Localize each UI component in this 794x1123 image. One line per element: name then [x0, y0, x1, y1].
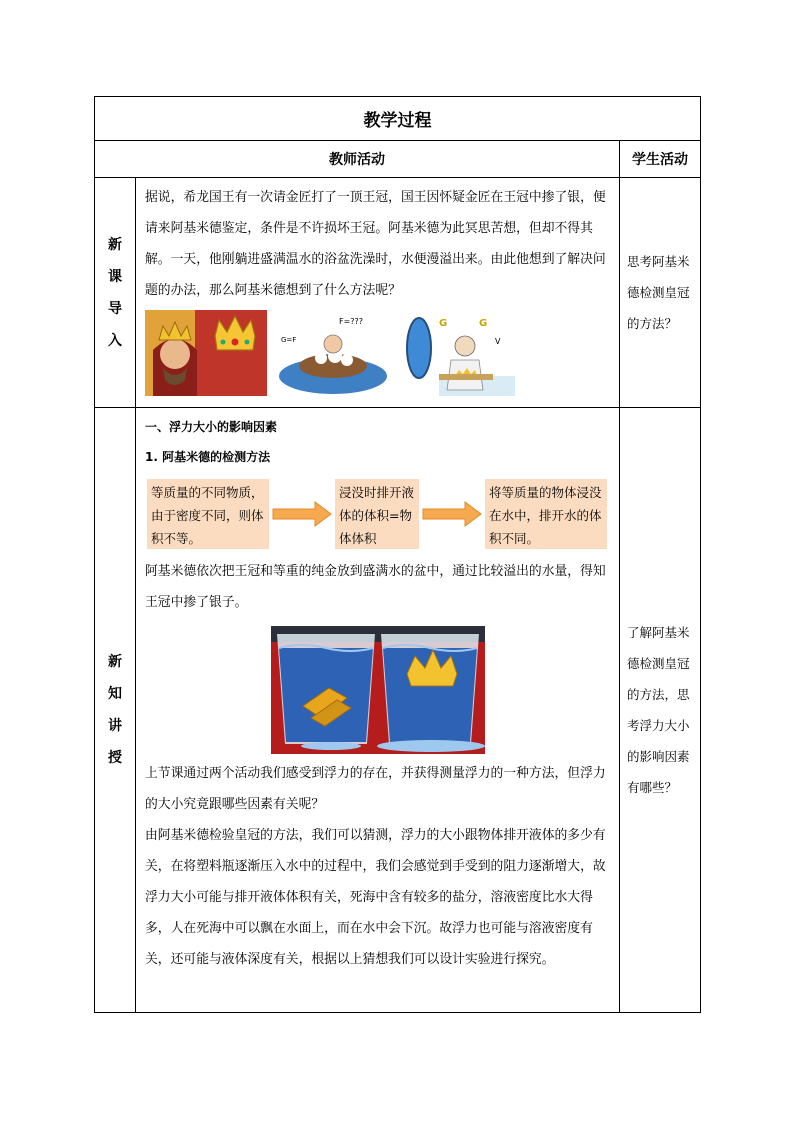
flow-box-2: 浸没时排开液体的体积=物体体积	[335, 479, 419, 549]
g-left-text: G	[439, 318, 448, 329]
teaching-process-table	[94, 96, 701, 1013]
lesson-paragraph-3: 由阿基米德检验皇冠的方法，我们可以猜测，浮力的大小跟物体排开液体的多少有关，在将塑料瓶逐渐压入水中的过程中，我们会感觉到手受到的阻力逐渐增大，故浮力大小可能与排开液体体积有关，死海中含有较多的盐分，溶液密度比水大得多，人在死海中可以飘在水面上，而在水中会下沉。故浮力也可能与溶液密度有关，还可能与液体深度有关，根据以上猜想我们可以设计实验进行探究。	[145, 828, 606, 967]
method-flowchart	[147, 476, 611, 552]
king-crown-illustration	[145, 310, 267, 396]
intro-illustrations	[145, 310, 611, 396]
lesson-content	[136, 408, 620, 1013]
v-text: V	[495, 337, 501, 346]
lesson-paragraph-2: 上节课通过两个活动我们感受到浮力的存在，并获得测量浮力的一种方法，但浮力的大小究竟跟哪些因素有关呢？	[145, 766, 606, 812]
bath-illustration	[277, 310, 389, 396]
lesson-side-label: 新 知 讲 授	[95, 408, 136, 1013]
g-right-text: G	[479, 318, 488, 329]
intro-story-text: 据说，希龙国王有一次请金匠打了一顶王冠，国王因怀疑金匠在王冠中掺了银，便请来阿基米德鉴定，条件是不许损坏王冠。阿基米德为此冥思苦想，但却不得其解。一天，他刚躺进盛满温水的浴盆洗澡时，水便漫溢出来。由此他想到了解决问题的办法，那么阿基米德想到了什么方法呢？	[145, 190, 606, 298]
formula-f-text: F=???	[339, 317, 364, 326]
archimedes-mirror-illustration	[399, 310, 515, 396]
lesson-paragraph-1: 阿基米德依次把王冠和等重的纯金放到盛满水的盆中，通过比较溢出的水量，得知王冠中掺了银子。	[145, 564, 606, 610]
flow-box-3: 将等质量的物体浸没在水中，排开水的体积不同。	[485, 479, 607, 549]
flow-box-1: 等质量的不同物质，由于密度不同，则体积不等。	[147, 479, 269, 549]
section-title: 一、浮力大小的影响因素	[145, 420, 278, 434]
intro-side-label: 新 课 导 入	[95, 178, 136, 408]
lesson-student-activity: 了解阿基米德检测皇冠的方法，思考浮力大小的影响因素有哪些？	[620, 408, 701, 1013]
glass-experiment-illustration	[271, 626, 485, 754]
intro-student-activity: 思考阿基米德检测皇冠的方法？	[620, 178, 701, 408]
student-activity-header: 学生活动	[620, 141, 701, 178]
flow-arrow-2-icon	[421, 499, 483, 529]
subsection-title: 1. 阿基米德的检测方法	[145, 450, 271, 464]
teacher-activity-header: 教师活动	[95, 141, 620, 178]
table-title: 教学过程	[95, 97, 701, 141]
intro-content	[136, 178, 620, 408]
flow-arrow-1-icon	[271, 499, 333, 529]
formula-gf-text: G=F	[281, 336, 297, 344]
